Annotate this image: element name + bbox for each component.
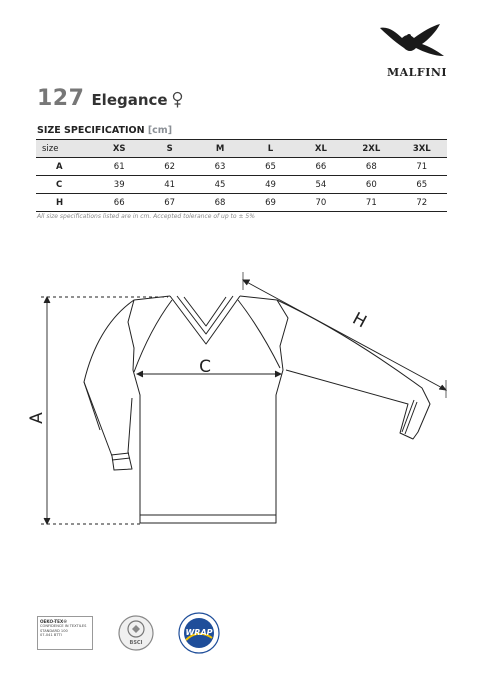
- female-symbol-icon: [172, 91, 183, 108]
- table-cell: 62: [144, 158, 194, 176]
- table-cell: 39: [94, 176, 144, 194]
- certification-badges: [32, 608, 232, 658]
- table-row: [36, 176, 447, 194]
- table-cell: 65: [397, 176, 447, 194]
- shirt-outline: [84, 296, 430, 523]
- table-row: [36, 158, 447, 176]
- table-cell: 68: [346, 158, 396, 176]
- bsci-badge: [117, 614, 155, 652]
- table-cell: 66: [296, 158, 346, 176]
- table-cell: 68: [195, 194, 245, 212]
- table-cell: 67: [144, 194, 194, 212]
- oeko-tex-badge: [37, 616, 93, 650]
- table-row: [36, 194, 447, 212]
- oeko-tex-line: 07-041 BTTI: [40, 633, 62, 638]
- oeko-tex-line: STANDARD 100: [40, 628, 68, 633]
- table-cell: 71: [397, 158, 447, 176]
- tolerance-note: All size specifications listed are in cm. Accepted tolerance of up to ± 5%: [37, 213, 255, 220]
- table-cell: 60: [346, 176, 396, 194]
- table-cell: 71: [346, 194, 396, 212]
- size-spec-title: [37, 125, 172, 136]
- size-header-row: [36, 140, 447, 158]
- header-size: M: [195, 140, 245, 158]
- table-cell: 72: [397, 194, 447, 212]
- oeko-tex-title: OEKO-TEX®: [40, 619, 68, 624]
- dimension-label-c: C: [199, 357, 211, 377]
- bsci-label: BSCI: [129, 640, 143, 646]
- header-size: XL: [296, 140, 346, 158]
- table-cell: 70: [296, 194, 346, 212]
- header-size: 2XL: [346, 140, 396, 158]
- product-name: Elegance: [91, 91, 168, 109]
- row-label: H: [36, 194, 94, 212]
- garment-diagram: [0, 270, 480, 560]
- brand-name: MALFINI: [386, 66, 448, 79]
- wrap-label: WRAP: [185, 628, 213, 637]
- header-size: XS: [94, 140, 144, 158]
- table-cell: 61: [94, 158, 144, 176]
- table-cell: 54: [296, 176, 346, 194]
- table-cell: 45: [195, 176, 245, 194]
- header-size-label: size: [36, 140, 94, 158]
- table-cell: 41: [144, 176, 194, 194]
- table-cell: 66: [94, 194, 144, 212]
- size-spec-unit: [cm]: [147, 125, 173, 136]
- product-title: [37, 86, 183, 112]
- size-table: [36, 139, 447, 212]
- row-label: C: [36, 176, 94, 194]
- table-cell: 49: [245, 176, 295, 194]
- dimension-label-a: A: [27, 412, 47, 424]
- bird-logo-icon: [378, 22, 456, 62]
- product-code: 127: [37, 86, 85, 111]
- dimension-label-h: H: [349, 308, 370, 333]
- brand-logo: [372, 22, 462, 82]
- header-size: L: [245, 140, 295, 158]
- wrap-badge: [178, 612, 220, 654]
- oeko-tex-line: CONFIDENCE IN TEXTILES: [40, 624, 87, 629]
- header-size: S: [144, 140, 194, 158]
- table-cell: 69: [245, 194, 295, 212]
- bsci-logo-icon: [117, 614, 155, 652]
- size-spec-heading: SIZE SPECIFICATION: [37, 125, 145, 136]
- table-cell: 65: [245, 158, 295, 176]
- row-label: A: [36, 158, 94, 176]
- header-size: 3XL: [397, 140, 447, 158]
- table-cell: 63: [195, 158, 245, 176]
